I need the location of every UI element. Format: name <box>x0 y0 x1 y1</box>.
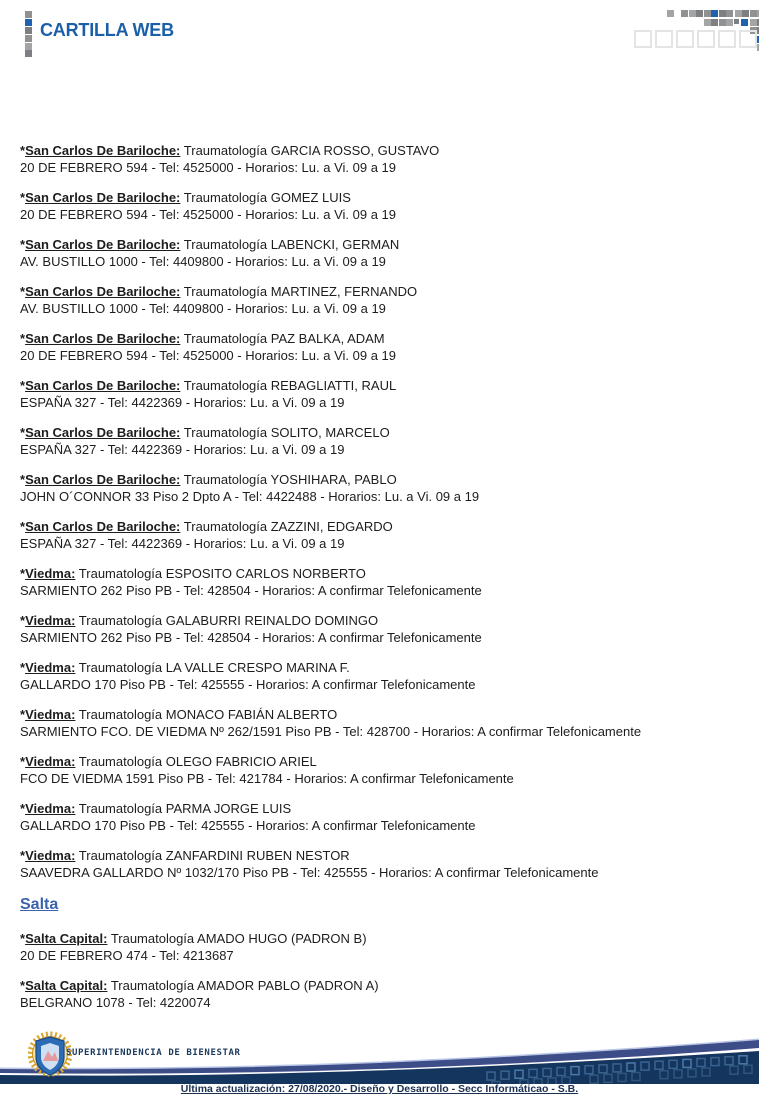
pixel-square <box>25 19 32 26</box>
entry-address: 20 DE FEBRERO 594 - Tel: 4525000 - Horarios: Lu. a Vi. 09 a 19 <box>20 348 397 363</box>
entry-city-label: San Carlos De Bariloche: <box>25 190 181 205</box>
entry-prefix: * <box>20 519 26 534</box>
pixel-square <box>735 10 742 17</box>
entry-prefix: * <box>20 190 26 205</box>
pixel-square <box>750 19 757 26</box>
pixel-square <box>667 10 674 17</box>
entry-address: ESPAÑA 327 - Tel: 4422369 - Horarios: Lu. a Vi. 09 a 19 <box>20 536 345 551</box>
entry-city-label: San Carlos De Bariloche: <box>25 331 181 346</box>
entry-city-label: Viedma: <box>25 660 76 675</box>
entry-prefix: * <box>20 143 26 158</box>
entry-city-label: San Carlos De Bariloche: <box>25 425 181 440</box>
entry-address: GALLARDO 170 Piso PB - Tel: 425555 - Horarios: A confirmar Telefonicamente <box>20 677 476 692</box>
entry-city-label: Salta Capital: <box>25 978 108 993</box>
provider-entry <box>20 800 741 834</box>
entry-provider: Traumatología LABENCKI, GERMAN <box>183 237 400 252</box>
entry-city-label: San Carlos De Bariloche: <box>25 472 181 487</box>
entry-address: SARMIENTO 262 Piso PB - Tel: 428504 - Horarios: A confirmar Telefonicamente <box>20 583 482 598</box>
pixel-square <box>734 19 740 25</box>
entry-address: FCO DE VIEDMA 1591 Piso PB - Tel: 421784 - Horarios: A confirmar Telefonicamente <box>20 771 514 786</box>
entry-provider: Traumatología YOSHIHARA, PABLO <box>183 472 397 487</box>
pixel-square <box>25 11 32 18</box>
entry-city-label: San Carlos De Bariloche: <box>25 237 181 252</box>
entry-prefix: * <box>20 613 26 628</box>
entry-provider: Traumatología GALABURRI REINALDO DOMINGO <box>78 613 379 628</box>
entry-provider: Traumatología AMADOR PABLO (PADRON A) <box>110 978 379 993</box>
entry-address: 20 DE FEBRERO 474 - Tel: 4213687 <box>20 948 234 963</box>
pixel-square <box>718 30 736 48</box>
provider-listing <box>0 60 759 1011</box>
page-header <box>0 0 759 60</box>
section-heading-link[interactable]: Salta <box>20 896 59 913</box>
provider-entry <box>20 424 741 458</box>
provider-entry <box>20 612 741 646</box>
entry-address: SARMIENTO 262 Piso PB - Tel: 428504 - Horarios: A confirmar Telefonicamente <box>20 630 482 645</box>
pixel-square <box>634 30 652 48</box>
pixel-square <box>25 43 32 50</box>
entry-city-label: Viedma: <box>25 613 76 628</box>
pixel-square <box>676 30 694 48</box>
footer-swoosh-graphic <box>0 1038 759 1084</box>
provider-entry <box>20 565 741 599</box>
pixel-square <box>704 10 711 17</box>
entry-prefix: * <box>20 378 26 393</box>
entry-city-label: San Carlos De Bariloche: <box>25 143 181 158</box>
entry-prefix: * <box>20 331 26 346</box>
entry-address: 20 DE FEBRERO 594 - Tel: 4525000 - Horarios: Lu. a Vi. 09 a 19 <box>20 160 397 175</box>
entry-address: SAAVEDRA GALLARDO Nº 1032/170 Piso PB - Tel: 425555 - Horarios: A confirmar Telefonicamente <box>20 865 599 880</box>
provider-entry <box>20 377 741 411</box>
pixel-square <box>711 19 718 26</box>
entry-address: ESPAÑA 327 - Tel: 4422369 - Horarios: Lu. a Vi. 09 a 19 <box>20 395 345 410</box>
entry-provider: Traumatología AMADO HUGO (PADRON B) <box>110 931 367 946</box>
entry-prefix: * <box>20 931 26 946</box>
entry-prefix: * <box>20 472 26 487</box>
pixel-square <box>25 27 32 34</box>
entry-address: BELGRANO 1078 - Tel: 4220074 <box>20 995 211 1010</box>
pixel-square <box>739 30 757 48</box>
entry-provider: Traumatología SOLITO, MARCELO <box>183 425 390 440</box>
entry-prefix: * <box>20 566 26 581</box>
pixel-square <box>742 10 749 17</box>
pixel-square <box>689 10 696 17</box>
entry-provider: Traumatología OLEGO FABRICIO ARIEL <box>78 754 317 769</box>
entry-provider: Traumatología ESPOSITO CARLOS NORBERTO <box>78 566 366 581</box>
entry-city-label: Viedma: <box>25 566 76 581</box>
provider-entry <box>20 283 741 317</box>
pixel-square <box>697 30 715 48</box>
provider-entry <box>20 518 741 552</box>
provider-entry <box>20 753 741 787</box>
entry-city-label: Viedma: <box>25 801 76 816</box>
pixel-square <box>681 10 688 17</box>
entry-provider: Traumatología LA VALLE CRESPO MARINA F. <box>78 660 350 675</box>
provider-entry <box>20 142 741 176</box>
entry-city-label: San Carlos De Bariloche: <box>25 519 181 534</box>
entry-prefix: * <box>20 801 26 816</box>
entry-provider: Traumatología PARMA JORGE LUIS <box>78 801 292 816</box>
app-title: CARTILLA WEB <box>40 20 174 40</box>
provider-entry <box>20 847 741 881</box>
entry-city-label: Viedma: <box>25 848 76 863</box>
entry-address: JOHN O´CONNOR 33 Piso 2 Dpto A - Tel: 4422488 - Horarios: Lu. a Vi. 09 a 19 <box>20 489 480 504</box>
page-footer <box>0 1031 759 1101</box>
entry-prefix: * <box>20 284 26 299</box>
entry-prefix: * <box>20 978 26 993</box>
pixel-square <box>655 30 673 48</box>
provider-entry <box>20 330 741 364</box>
pixel-square <box>726 19 733 26</box>
footer-note: Última actualización: 27/08/2020.- Diseño y Desarrollo - Secc Informáticao - S.B. <box>180 1083 579 1095</box>
entry-city-label: Salta Capital: <box>25 931 108 946</box>
entry-address: ESPAÑA 327 - Tel: 4422369 - Horarios: Lu. a Vi. 09 a 19 <box>20 442 345 457</box>
provider-entry <box>20 659 741 693</box>
pixel-square <box>741 19 748 26</box>
pixel-square <box>25 35 32 42</box>
provider-entry <box>20 471 741 505</box>
entry-provider: Traumatología MONACO FABIÁN ALBERTO <box>78 707 338 722</box>
provider-entry <box>20 706 741 740</box>
pixel-square <box>726 10 733 17</box>
entry-city-label: Viedma: <box>25 754 76 769</box>
entry-prefix: * <box>20 707 26 722</box>
provider-entry <box>20 977 741 1011</box>
entry-address: 20 DE FEBRERO 594 - Tel: 4525000 - Horarios: Lu. a Vi. 09 a 19 <box>20 207 397 222</box>
pixel-square <box>750 10 757 17</box>
pixel-square <box>696 10 703 17</box>
entry-prefix: * <box>20 754 26 769</box>
pixel-square <box>719 10 726 17</box>
provider-entry <box>20 189 741 223</box>
org-name: SUPERINTENDENCIA DE BIENESTAR <box>66 1048 241 1058</box>
entry-provider: Traumatología ZAZZINI, EDGARDO <box>183 519 393 534</box>
provider-entry <box>20 236 741 270</box>
entry-prefix: * <box>20 848 26 863</box>
entry-provider: Traumatología GARCIA ROSSO, GUSTAVO <box>183 143 440 158</box>
entry-city-label: San Carlos De Bariloche: <box>25 378 181 393</box>
entry-address: SARMIENTO FCO. DE VIEDMA Nº 262/1591 Piso PB - Tel: 428700 - Horarios: A confirmar Telefonicamente <box>20 724 642 739</box>
provider-entry <box>20 930 741 964</box>
pixel-square <box>25 50 32 57</box>
pixel-square <box>711 10 718 17</box>
entry-provider: Traumatología REBAGLIATTI, RAUL <box>183 378 397 393</box>
entry-provider: Traumatología MARTINEZ, FERNANDO <box>183 284 418 299</box>
entry-provider: Traumatología PAZ BALKA, ADAM <box>183 331 385 346</box>
entry-address: GALLARDO 170 Piso PB - Tel: 425555 - Horarios: A confirmar Telefonicamente <box>20 818 476 833</box>
entry-prefix: * <box>20 237 26 252</box>
entry-address: AV. BUSTILLO 1000 - Tel: 4409800 - Horarios: Lu. a Vi. 09 a 19 <box>20 254 386 269</box>
entry-provider: Traumatología GOMEZ LUIS <box>183 190 351 205</box>
pixel-square <box>704 19 711 26</box>
entry-prefix: * <box>20 425 26 440</box>
pixel-square <box>719 19 726 26</box>
entry-provider: Traumatología ZANFARDINI RUBEN NESTOR <box>78 848 350 863</box>
entry-address: AV. BUSTILLO 1000 - Tel: 4409800 - Horarios: Lu. a Vi. 09 a 19 <box>20 301 386 316</box>
entry-city-label: Viedma: <box>25 707 76 722</box>
entry-prefix: * <box>20 660 26 675</box>
entry-city-label: San Carlos De Bariloche: <box>25 284 181 299</box>
